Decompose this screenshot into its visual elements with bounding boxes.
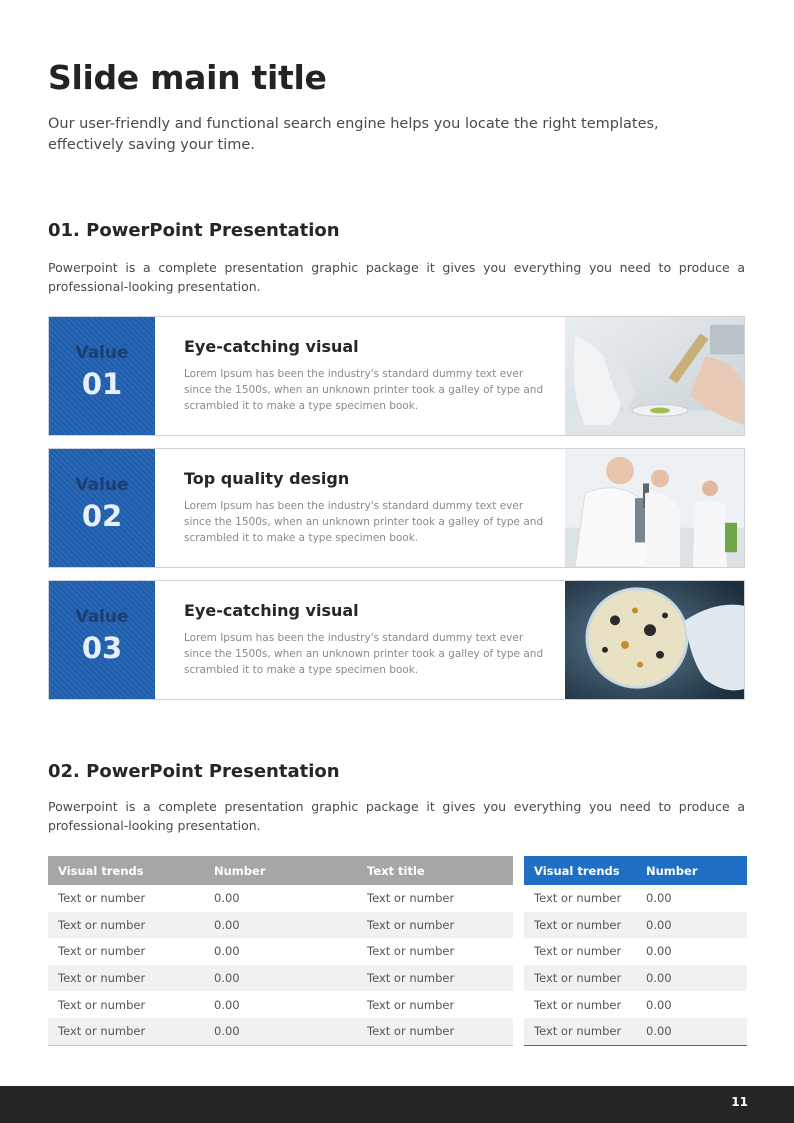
card-text: Lorem Ipsum has been the industry's standard dummy text ever since the 1500s, when an unknown printer took a galley of type and scrambled it to make a type specimen book. (184, 368, 544, 412)
card-text: Lorem Ipsum has been the industry's standard dummy text ever since the 1500s, when an unknown printer took a galley of type and scrambled it to make a type specimen book. (184, 500, 544, 544)
table-cell: 0.00 (204, 912, 357, 939)
badge-number: 01 (81, 367, 123, 401)
section1-description: Powerpoint is a complete presentation graphic package it gives you everything you need to produce a professional-looking presentation. (48, 260, 745, 294)
page-number: 11 (731, 1095, 748, 1109)
table-cell: Text or number (48, 1018, 204, 1045)
badge-label: Value (75, 475, 129, 495)
badge-label: Value (75, 607, 129, 627)
table-cell: 0.00 (636, 912, 747, 939)
value-badge (49, 449, 155, 567)
table-cell: Text or number (534, 944, 622, 959)
table-cell: 0.00 (214, 891, 240, 906)
scientists-microscope-photo (565, 449, 744, 567)
table-row (524, 965, 747, 992)
badge-number: 02 (81, 499, 123, 533)
column-header: Text title (357, 856, 513, 885)
table-cell: Text or number (58, 997, 146, 1012)
table-cell: Text or number (534, 997, 622, 1012)
table-cell: 0.00 (214, 997, 240, 1012)
table-cell: 0.00 (646, 997, 672, 1012)
table-cell: 0.00 (214, 944, 240, 959)
table-cell: 0.00 (636, 1018, 747, 1045)
table-cell: 0.00 (204, 965, 357, 992)
column-header: Visual trends (524, 856, 636, 885)
trends-table (48, 856, 513, 1046)
card-heading: Top quality design (184, 469, 350, 488)
table-row (524, 885, 747, 912)
table-row (48, 912, 513, 939)
lab-pipette-photo (565, 317, 744, 435)
table-cell: Text or number (48, 912, 204, 939)
table-cell: Text or number (367, 997, 455, 1012)
table-row (48, 965, 513, 992)
table-cell: Text or number (534, 891, 622, 906)
table-row (48, 991, 513, 1018)
column-header: Number (204, 856, 357, 885)
table-cell: 0.00 (646, 891, 672, 906)
badge-number: 03 (81, 631, 123, 665)
value-card-2 (48, 448, 745, 568)
table-cell: Text or number (367, 944, 455, 959)
value-badge (49, 317, 155, 435)
table-cell: Text or number (357, 912, 513, 939)
table-row (524, 991, 747, 1018)
section2-description: Powerpoint is a complete presentation graphic package it gives you everything you need to produce a professional-looking presentation. (48, 799, 745, 833)
summary-table (524, 856, 747, 1046)
table-row (48, 938, 513, 965)
badge-label: Value (75, 343, 129, 363)
column-header: Visual trends (48, 856, 204, 885)
table-cell: 0.00 (636, 965, 747, 992)
section2-title: 02. PowerPoint Presentation (48, 761, 340, 782)
table-row (524, 938, 747, 965)
page-footer (0, 1086, 794, 1123)
petri-dish-photo (565, 581, 744, 699)
section1-title: 01. PowerPoint Presentation (48, 220, 340, 241)
table-cell: 0.00 (646, 944, 672, 959)
table-cell: Text or number (367, 891, 455, 906)
value-badge (49, 581, 155, 699)
column-header: Number (636, 856, 747, 885)
table-cell: Text or number (58, 891, 146, 906)
table-row (524, 912, 747, 939)
page-subtitle: Our user-friendly and functional search engine helps you locate the right templates, effectively saving your time. (48, 116, 659, 153)
value-card-1 (48, 316, 745, 436)
table-cell: Text or number (524, 912, 636, 939)
table-cell: Text or number (524, 1018, 636, 1045)
table-cell: Text or number (357, 1018, 513, 1045)
table-cell: 0.00 (204, 1018, 357, 1045)
table-cell: Text or number (58, 944, 146, 959)
table-cell: Text or number (48, 965, 204, 992)
table-row (48, 885, 513, 912)
card-heading: Eye-catching visual (184, 337, 359, 356)
card-heading: Eye-catching visual (184, 601, 359, 620)
table-row (524, 1018, 747, 1045)
table-cell: Text or number (524, 965, 636, 992)
table-cell: Text or number (357, 965, 513, 992)
page-title: Slide main title (48, 58, 327, 97)
card-text: Lorem Ipsum has been the industry's standard dummy text ever since the 1500s, when an unknown printer took a galley of type and scrambled it to make a type specimen book. (184, 632, 544, 676)
value-card-3 (48, 580, 745, 700)
table-row (48, 1018, 513, 1045)
